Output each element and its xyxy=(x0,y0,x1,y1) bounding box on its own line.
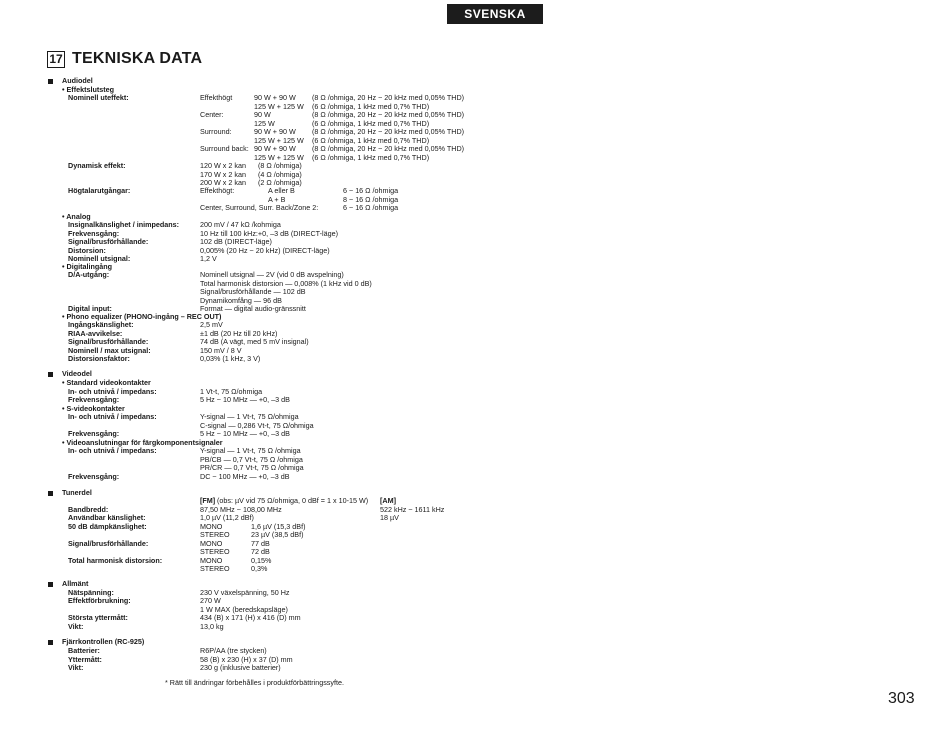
value-phono-out: 150 mV / 8 V xyxy=(200,345,242,355)
value-surround-1: 90 W + 90 W xyxy=(254,127,296,136)
subheading-component: • Videoanslutningar för färgkomponentsignaler xyxy=(62,437,223,447)
value-phono-snr: 74 dB (A vägt, med 5 mV insignal) xyxy=(200,337,309,346)
value-dyn-3: 200 W x 2 kan xyxy=(200,178,246,187)
value-power: 230 V växelspänning, 50 Hz xyxy=(200,587,290,597)
label-front: Effekthögt xyxy=(200,93,233,102)
value-dyn-2: 170 W x 2 kan xyxy=(200,169,246,179)
label-analog-out: Nominell utsignal: xyxy=(68,254,131,263)
value-phono-sens: 2,5 mV xyxy=(200,320,223,329)
label-comp-io: In- och utnivå / impedans: xyxy=(68,446,157,455)
subheading-s-video: • S-videokontakter xyxy=(62,403,125,413)
cond-center-1: (8 Ω /ohmiga, 20 Hz ~ 20 kHz med 0,05% THD) xyxy=(312,110,465,119)
label-phono-sens: Ingångskänslighet: xyxy=(68,320,134,329)
label-snr-mono: MONO xyxy=(200,538,223,548)
heading-general: Allmänt xyxy=(62,579,89,588)
label-thd-stereo: STEREO xyxy=(200,564,230,573)
label-s-freq: Frekvensgång: xyxy=(68,429,120,438)
cond-sb-2: (6 Ω /ohmiga, 1 kHz med 0,7% THD) xyxy=(312,152,430,162)
heading-audio: Audiodel xyxy=(62,76,93,85)
label-remote-weight: Vikt: xyxy=(68,663,84,672)
subheading-phono: • Phono equalizer (PHONO-ingång – REC OUT) xyxy=(62,312,222,321)
value-dimensions: 434 (B) x 171 (H) x 416 (D) mm xyxy=(200,613,301,622)
label-consumption: Effektförbrukning: xyxy=(68,596,131,605)
cond-surround-1: (8 Ω /ohmiga, 20 Hz ~ 20 kHz med 0,05% THD) xyxy=(312,127,465,136)
value-s-freq: 5 Hz ~ 10 MHz — +0, –3 dB xyxy=(200,429,290,438)
label-tuner-thd: Total harmonisk distorsion: xyxy=(68,555,163,565)
label-sp-front: Effekthögt: xyxy=(200,186,235,195)
subheading-digital: • Digitalingång xyxy=(62,262,113,271)
label-center: Center: xyxy=(200,110,224,119)
value-phono-riaa: ±1 dB (20 Hz till 20 kHz) xyxy=(200,328,278,338)
label-phono-snr: Signal/brusförhållande: xyxy=(68,337,149,346)
label-s-io: In- och utnivå / impedans: xyxy=(68,412,157,421)
bullet-square-icon xyxy=(48,79,53,84)
value-batteries: R6P/AA (tre stycken) xyxy=(200,646,267,655)
tuner-fm-note: (obs: µV vid 75 Ω/ohmiga, 0 dBf = 1 x 10-15 W) xyxy=(217,496,369,505)
value-sp-center: 6 ~ 16 Ω /ohmiga xyxy=(343,203,399,212)
value-analog-out: 1,2 V xyxy=(200,254,217,263)
heading-tuner: Tunerdel xyxy=(62,488,92,497)
heading-remote: Fjärrkontrollen (RC-925) xyxy=(62,637,145,646)
label-quieting: 50 dB dämpkänslighet: xyxy=(68,521,147,531)
value-da-1: Nominell utsignal — 2V (vid 0 dB avspelning) xyxy=(200,270,344,279)
value-s-io-y: Y-signal — 1 Vt-t, 75 Ω/ohmiga xyxy=(200,412,299,421)
label-digital-input: Digital input: xyxy=(68,303,112,313)
value-front-2: 125 W + 125 W xyxy=(254,101,304,111)
label-thd-mono: MONO xyxy=(200,555,223,565)
language-tab: SVENSKA xyxy=(447,4,543,24)
label-std-io: In- och utnivå / impedans: xyxy=(68,386,157,396)
label-usable-sens: Användbar känslighet: xyxy=(68,513,146,522)
subheading-amp: • Effektslutsteg xyxy=(62,84,115,94)
value-usable-am: 18 µV xyxy=(380,513,399,522)
value-comp-y: Y-signal — 1 Vt-t, 75 Ω /ohmiga xyxy=(200,446,301,455)
value-comp-freq: DC ~ 100 MHz — +0, –3 dB xyxy=(200,471,290,481)
page-number: 303 xyxy=(888,690,915,707)
label-sp-ab: A eller B xyxy=(268,186,295,195)
value-consumption-2: 1 W MAX (beredskapsläge) xyxy=(200,604,288,614)
value-front-1: 90 W + 90 W xyxy=(254,93,296,102)
value-da-4: Dynamikomfång — 96 dB xyxy=(200,295,282,305)
label-da-output: D/A-utgång: xyxy=(68,270,110,279)
label-nominal-output: Nominell uteffekt: xyxy=(68,93,129,102)
label-phono-out: Nominell / max utsignal: xyxy=(68,345,151,355)
label-remote-dims: Yttermått: xyxy=(68,654,102,664)
label-surround: Surround: xyxy=(200,127,232,136)
value-quiet-stereo: 23 µV (38,5 dBf) xyxy=(251,530,304,539)
label-phono-riaa: RIAA-avvikelse: xyxy=(68,328,123,338)
subheading-std-video: • Standard videokontakter xyxy=(62,378,151,387)
bullet-square-icon xyxy=(48,640,53,645)
bullet-square-icon xyxy=(48,372,53,377)
section-title-row xyxy=(47,50,202,68)
value-thd-stereo: 0,3% xyxy=(251,564,268,573)
label-comp-freq: Frekvensgång: xyxy=(68,471,120,481)
value-analog-dist: 0,005% (20 Hz ~ 20 kHz) (DIRECT-läge) xyxy=(200,245,330,255)
label-weight: Vikt: xyxy=(68,621,84,631)
heading-video: Videodel xyxy=(62,369,92,378)
value-weight: 13,0 kg xyxy=(200,621,224,631)
bullet-square-icon xyxy=(48,491,53,496)
label-batteries: Batterier: xyxy=(68,646,100,655)
value-sb-2: 125 W + 125 W xyxy=(254,152,304,162)
value-remote-weight: 230 g (inklusive batterier) xyxy=(200,663,281,672)
value-phono-dist: 0,03% (1 kHz, 3 V) xyxy=(200,354,261,363)
footnote: * Rätt till ändringar förbehålles i produktförbättringssyfte. xyxy=(165,678,344,687)
tuner-fm-heading: [FM] xyxy=(200,496,216,505)
label-power: Nätspänning: xyxy=(68,587,114,597)
cond-dyn-2: (4 Ω /ohmiga) xyxy=(258,169,302,179)
value-dyn-1: 120 W x 2 kan xyxy=(200,161,246,170)
value-analog-sens: 200 mV / 47 kΩ /kohmiga xyxy=(200,220,281,229)
value-center-1: 90 W xyxy=(254,110,271,119)
value-consumption-1: 270 W xyxy=(200,596,221,605)
value-center-2: 125 W xyxy=(254,118,275,128)
label-quiet-stereo: STEREO xyxy=(200,530,230,539)
value-comp-pr: PR/CR — 0,7 Vt-t, 75 Ω /ohmiga xyxy=(200,463,304,472)
label-dimensions: Största yttermått: xyxy=(68,613,128,622)
cond-front-2: (6 Ω /ohmiga, 1 kHz med 0,7% THD) xyxy=(312,101,430,111)
value-da-2: Total harmonisk distorsion — 0,008% (1 kHz vid 0 dB) xyxy=(200,278,372,288)
bullet-square-icon xyxy=(48,582,53,587)
label-surround-back: Surround back: xyxy=(200,144,249,153)
value-band-fm: 87,50 MHz ~ 108,00 MHz xyxy=(200,504,282,514)
value-sb-1: 90 W + 90 W xyxy=(254,144,296,153)
cond-surround-2: (6 Ω /ohmiga, 1 kHz med 0,7% THD) xyxy=(312,135,430,145)
value-sp-ab: 6 ~ 16 Ω /ohmiga xyxy=(343,186,399,195)
label-tuner-snr: Signal/brusförhållande: xyxy=(68,538,149,548)
label-dynamic-power: Dynamisk effekt: xyxy=(68,161,126,170)
subheading-analog: • Analog xyxy=(62,211,91,221)
value-snr-mono: 77 dB xyxy=(251,538,270,548)
label-analog-freq: Frekvensgång: xyxy=(68,228,120,238)
label-sp-center: Center, Surround, Surr. Back/Zone 2: xyxy=(200,203,319,212)
value-std-freq: 5 Hz ~ 10 MHz — +0, –3 dB xyxy=(200,395,290,404)
value-band-am: 522 kHz ~ 1611 kHz xyxy=(380,504,445,514)
value-std-io: 1 Vt-t, 75 Ω/ohmiga xyxy=(200,386,263,396)
label-analog-sens: Insignalkänslighet / inimpedans: xyxy=(68,220,180,229)
label-analog-dist: Distorsion: xyxy=(68,245,106,255)
value-surround-2: 125 W + 125 W xyxy=(254,135,304,145)
label-sp-apb: A + B xyxy=(268,194,286,204)
label-band: Bandbredd: xyxy=(68,504,109,514)
label-snr-stereo: STEREO xyxy=(200,547,230,556)
value-s-io-c: C-signal — 0,286 Vt-t, 75 Ω/ohmiga xyxy=(200,420,314,430)
value-thd-mono: 0,15% xyxy=(251,555,272,565)
value-quiet-mono: 1,6 µV (15,3 dBf) xyxy=(251,521,306,531)
cond-front-1: (8 Ω /ohmiga, 20 Hz ~ 20 kHz med 0,05% THD) xyxy=(312,93,465,102)
cond-center-2: (6 Ω /ohmiga, 1 kHz med 0,7% THD) xyxy=(312,118,430,128)
value-remote-dims: 58 (B) x 230 (H) x 37 (D) mm xyxy=(200,654,293,664)
value-da-3: Signal/brusförhållande — 102 dB xyxy=(200,287,306,296)
value-analog-freq: 10 Hz till 100 kHz:+0, –3 dB (DIRECT-läge) xyxy=(200,228,339,238)
section-number: 17 xyxy=(47,51,65,68)
cond-dyn-3: (2 Ω /ohmiga) xyxy=(258,178,302,187)
value-usable-fm: 1,0 µV (11,2 dBf) xyxy=(200,513,254,522)
value-analog-snr: 102 dB (DIRECT-läge) xyxy=(200,237,272,246)
page-title: TEKNISKA DATA xyxy=(72,50,203,67)
value-comp-pb: PB/CB — 0,7 Vt-t, 75 Ω /ohmiga xyxy=(200,454,303,464)
value-digital-input: Format — digital audio-gränssnitt xyxy=(200,303,306,313)
tuner-am-heading: [AM] xyxy=(380,496,396,505)
label-quiet-mono: MONO xyxy=(200,521,223,531)
label-phono-dist: Distorsionsfaktor: xyxy=(68,354,130,363)
cond-dyn-1: (8 Ω /ohmiga) xyxy=(258,161,302,170)
cond-sb-1: (8 Ω /ohmiga, 20 Hz ~ 20 kHz med 0,05% THD) xyxy=(312,144,465,153)
label-speaker-outputs: Högtalarutgångar: xyxy=(68,186,131,195)
value-sp-apb: 8 ~ 16 Ω /ohmiga xyxy=(343,194,399,204)
value-snr-stereo: 72 dB xyxy=(251,547,270,556)
label-analog-snr: Signal/brusförhållande: xyxy=(68,237,149,246)
label-std-freq: Frekvensgång: xyxy=(68,395,120,404)
